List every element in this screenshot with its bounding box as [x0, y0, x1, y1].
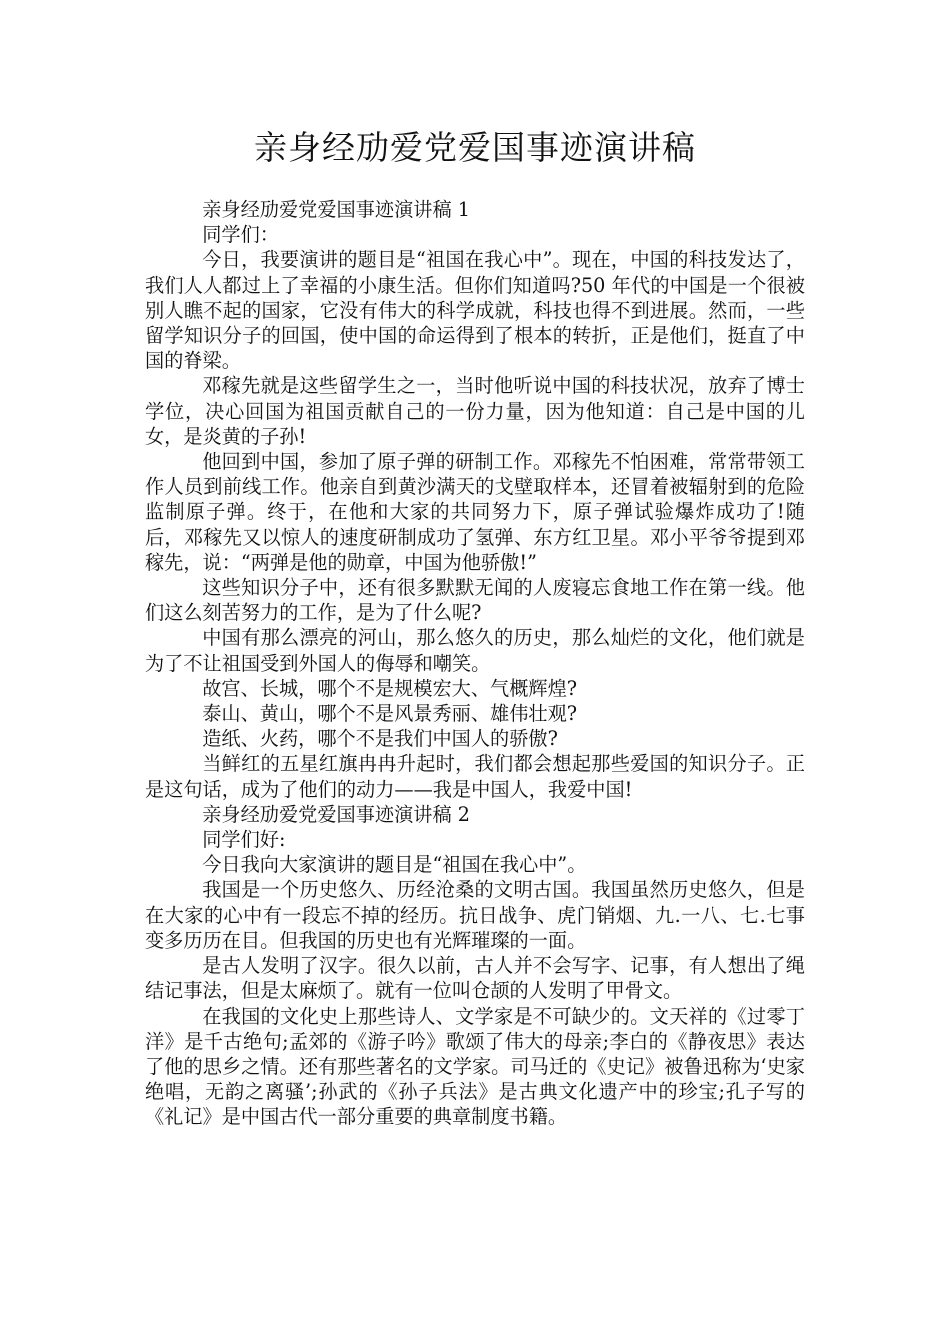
paragraph: 是古人发明了汉字。很久以前，古人并不会写字、记事，有人想出了绳结记事法，但是太麻烦了。就有一位叫仓颉的人发明了甲骨文。	[145, 954, 805, 1003]
document-body	[145, 197, 805, 1130]
paragraph-greeting: 同学们好:	[202, 828, 286, 852]
paragraph: 泰山、黄山，哪个不是风景秀丽、雄伟壮观?	[202, 702, 578, 726]
paragraph: 当鲜红的五星红旗冉冉升起时，我们都会想起那些爱国的知识分子。正是这句话，成为了他们的动力——我是中国人，我爱中国!	[145, 752, 805, 801]
paragraph: 我国是一个历史悠久、历经沧桑的文明古国。我国虽然历史悠久，但是在大家的心中有一段忘不掉的经历。抗日战争、虎门销烟、九.一八、七.七事变多历历在目。但我国的历史也有光辉璀璨的一面。	[145, 878, 805, 952]
paragraph: 在我国的文化史上那些诗人、文学家是不可缺少的。文天祥的《过零丁洋》是千古绝句;孟郊的《游子吟》歌颂了伟大的母亲;李白的《静夜思》表达了他的思乡之情。还有那些著名的文学家。司马迁的《史记》被鲁迅称为‘史家绝唱，无韵之离骚’;孙武的《孙子兵法》是古典文化遗产中的珍宝;孔子写的《礼记》是中国古代一部分重要的典章制度书籍。	[145, 1004, 805, 1129]
paragraph: 今日我向大家演讲的题目是“祖国在我心中”。	[202, 853, 587, 877]
paragraph-speech2-heading: 亲身经劢爱党爱国事迹演讲稿 2	[202, 802, 470, 826]
paragraph-greeting: 同学们：	[202, 223, 279, 247]
paragraph: 今日，我要演讲的题目是“祖国在我心中”。现在，中国的科技发达了，我们人人都过上了幸福的小康生活。但你们知道吗?50 年代的中国是一个很被别人瞧不起的国家，它没有伟大的科学成就，科技也得不到进展。然而，一些留学知识分子的回国，使中国的命运得到了根本的转折，正是他们，挺直了中国的脊梁。	[145, 248, 805, 373]
paragraph: 这些知识分子中，还有很多默默无闻的人废寝忘食地工作在第一线。他们这么刻苦努力的工作，是为了什么呢?	[145, 576, 805, 625]
paragraph: 造纸、火药，哪个不是我们中国人的骄傲?	[202, 727, 558, 751]
paragraph: 他回到中国，参加了原子弹的研制工作。邓稼先不怕困难，常常带领工作人员到前线工作。他亲自到黄沙满天的戈壁取样本，还冒着被辐射到的危险监制原子弹。终于，在他和大家的共同努力下，原子弹试验爆炸成功了!随后，邓稼先又以惊人的速度研制成功了氢弹、东方红卫星。邓小平爷爷提到邓稼先，说：“两弹是他的勋章，中国为他骄傲!”	[145, 450, 805, 574]
paragraph: 邓稼先就是这些留学生之一，当时他听说中国的科技状况，放弃了博士学位，决心回国为祖国贡献自己的一份力量，因为他知道：自己是中国的儿女，是炎黄的子孙!	[145, 374, 805, 448]
paragraph: 故宫、长城，哪个不是规模宏大、气概辉煌?	[202, 676, 578, 700]
paragraph: 中国有那么漂亮的河山，那么悠久的历史，那么灿烂的文化，他们就是为了不让祖国受到外国人的侮辱和嘲笑。	[145, 626, 805, 675]
document-title: 亲身经劢爱党爱国事迹演讲稿	[254, 128, 696, 167]
paragraph-speech1-heading: 亲身经劢爱党爱国事迹演讲稿 1	[202, 198, 470, 221]
